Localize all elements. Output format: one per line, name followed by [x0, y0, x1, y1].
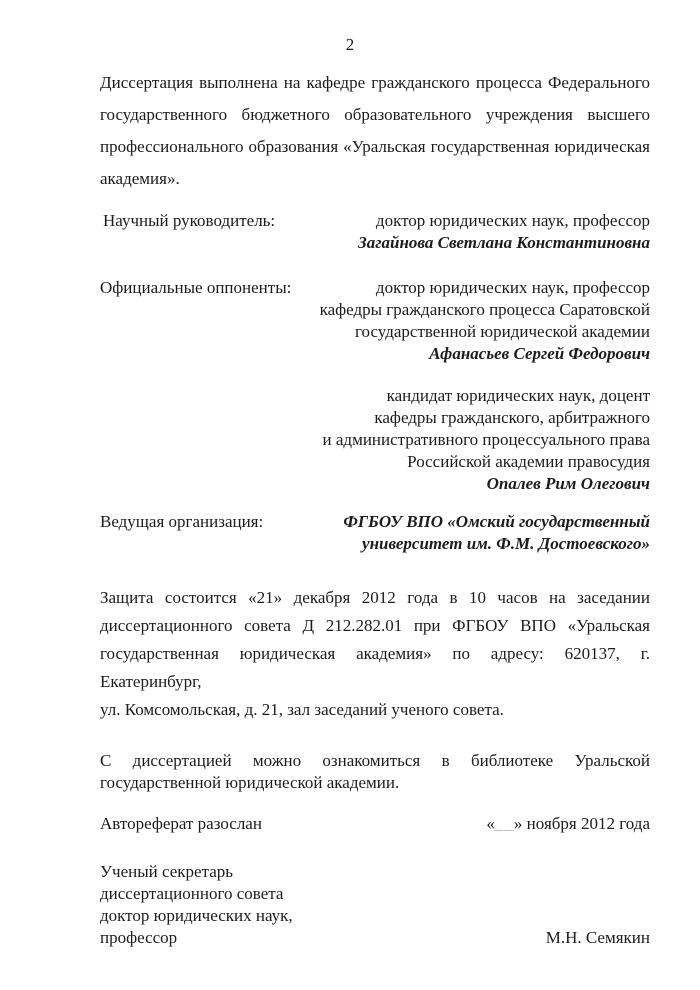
text-line: кандидат юридических наук, доцент — [386, 386, 650, 405]
supervisor-position-lines — [315, 210, 650, 232]
opponent-2 — [315, 385, 650, 495]
text-line: Российской академии правосудия — [407, 452, 650, 471]
opponents-label: Официальные оппоненты: — [100, 278, 292, 297]
opponent-1-name: Афанасьев Сергей Федорович — [429, 344, 650, 363]
text-line: Ученый секретарь — [100, 862, 234, 881]
text-line: диссертационного совета Д 212.282.01 при ФГБОУ ВПО «Уральская — [100, 616, 650, 635]
opponent-2-name: Опалев Рим Олегович — [486, 474, 650, 493]
abstract-sent-date — [486, 813, 650, 835]
secretary-row — [100, 861, 650, 949]
page-number: 2 — [345, 35, 355, 54]
date-blank-line: __ — [494, 814, 514, 833]
text-line: государственной юридической академии — [354, 322, 650, 341]
text-line: доктор юридических наук, профессор — [375, 211, 650, 230]
text-line: диссертационного совета — [100, 884, 284, 903]
text-line: профессионального образования «Уральская государственная юридическая — [100, 137, 650, 156]
text-line: кафедры гражданского, арбитражного — [374, 408, 650, 427]
supervisor-row — [100, 210, 650, 254]
text-line: государственная юридическая академия» по адресу: 620137, г. Екатеринбург, — [100, 644, 650, 691]
text-line: доктор юридических наук, — [100, 906, 293, 925]
leading-organization-row — [100, 511, 650, 555]
opponent-1 — [315, 277, 650, 365]
opponent-2-row — [100, 385, 650, 495]
text-line: академия». — [100, 169, 180, 188]
date-rest: » ноября 2012 года — [513, 814, 650, 833]
text-line: ФГБОУ ВПО «Омский государственный — [343, 512, 650, 531]
opponent-2-label-spacer — [100, 385, 315, 495]
affiliation-paragraph — [100, 67, 650, 195]
text-line: университет им. Ф.М. Достоевского» — [362, 534, 650, 553]
text-line: профессор — [100, 928, 178, 947]
text-line: государственной юридической академии. — [100, 773, 400, 792]
text-line: ул. Комсомольская, д. 21, зал заседаний ученого совета. — [100, 700, 504, 719]
defense-paragraph — [100, 584, 650, 724]
secretary-title-lines — [100, 861, 293, 949]
abstract-sent-row — [100, 813, 650, 835]
leading-organization-value — [315, 511, 650, 555]
opponent-1-position-lines — [315, 277, 650, 343]
leading-organization-label: Ведущая организация: — [100, 512, 264, 531]
text-line: и административного процессуального права — [322, 430, 650, 449]
text-line: Защита состоится «21» декабря 2012 года в 10 часов на заседании — [100, 588, 650, 607]
library-paragraph — [100, 750, 650, 794]
abstract-sent-label: Автореферат разослан — [100, 814, 262, 833]
text-line: С диссертацией можно ознакомиться в библиотеке Уральской — [100, 751, 650, 770]
text-line: Диссертация выполнена на кафедре гражданского процесса Федерального — [100, 73, 650, 92]
text-line: государственного бюджетного образовательного учреждения высшего — [100, 105, 650, 124]
supervisor-label: Научный руководитель: — [103, 211, 276, 230]
supervisor-value — [315, 210, 650, 254]
text-line: доктор юридических наук, профессор — [375, 278, 650, 297]
secretary-signature: М.Н. Семякин — [545, 928, 650, 947]
opponents-row — [100, 277, 650, 365]
supervisor-name: Загайнова Светлана Константиновна — [358, 233, 650, 252]
date-open-quote: « — [486, 814, 495, 833]
opponent-2-position-lines — [315, 385, 650, 473]
text-line: кафедры гражданского процесса Саратовской — [319, 300, 650, 319]
